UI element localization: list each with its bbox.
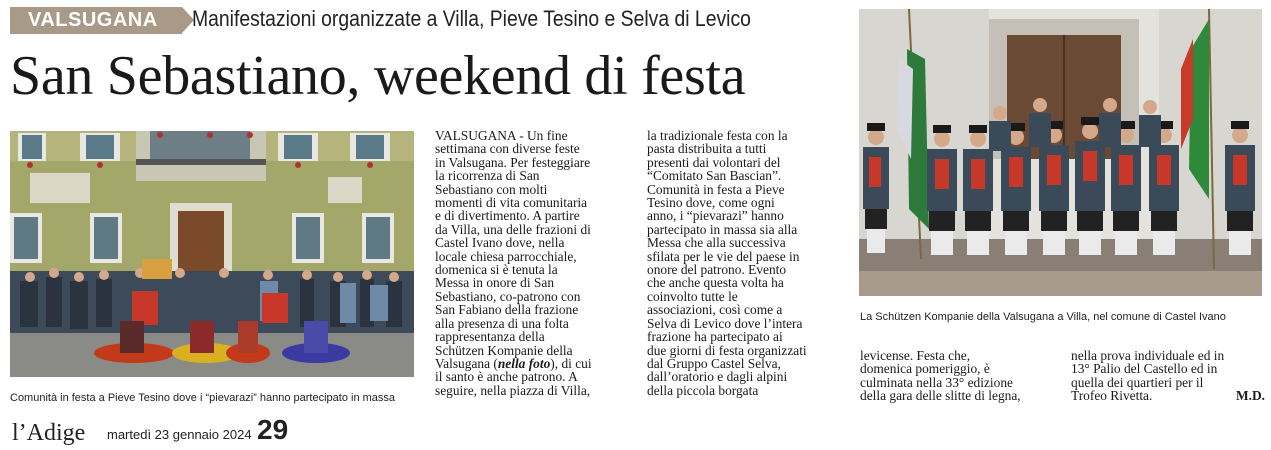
article-line: alla presenza di una folta (435, 315, 569, 331)
photo-schutzen (859, 9, 1262, 296)
article-line: San Fabiano della frazione (435, 302, 579, 318)
article-line: “Comitato San Bascian”. (647, 168, 782, 184)
article-column-1 (435, 129, 592, 397)
article-line: due giorni di festa organizzati (647, 342, 807, 358)
article-line: dall’oratorio e dagli alpini (647, 369, 788, 385)
article-line: Comunità in festa a Pieve (647, 181, 785, 197)
article-line: della gara delle slitte di legna, (860, 388, 1021, 404)
newspaper-logo: l’Adige (12, 420, 86, 446)
article-line: in Valsugana. Per festeggiare (435, 154, 591, 170)
article-line: Castel Ivano dove, nella (435, 235, 565, 251)
article-line: presenti dai volontari del (647, 154, 781, 170)
article-line: levicense. Festa che, (860, 348, 971, 363)
article-line: associazioni, così come a (647, 302, 783, 318)
article-text: ), di cui (550, 355, 592, 371)
article-line: la ricorrenza di San (435, 168, 540, 184)
article-column-2 (647, 129, 807, 397)
photo-pieve-tesino (10, 131, 414, 377)
photo-schutzen-image (859, 9, 1262, 296)
article-line: momenti di vita comunitaria (435, 195, 588, 211)
article-line: coinvolto tutte le (647, 288, 738, 304)
article-line: Messa che alla successiva (647, 235, 786, 251)
article-line: 13° Palio del Castello ed in (1071, 361, 1218, 377)
article-text: Valsugana ( (435, 355, 498, 371)
article-line: domenica si è tenuta la (435, 262, 558, 278)
article-line: Sebastiano con molti (435, 181, 548, 197)
article-line: Schützen Kompanie della (435, 342, 573, 358)
article-line: partecipato in massa sia alla (647, 221, 798, 237)
page-number: 29 (257, 414, 289, 445)
article-line: da Villa, una delle frazioni di (435, 221, 591, 237)
article-line: sfilata per le vie del paese in (647, 248, 800, 264)
article-line: Tesino dove, come ogni (647, 195, 775, 211)
article-line: Sebastiano, co-patrono con (435, 288, 581, 304)
photo-pieve-tesino-image (10, 131, 414, 377)
article-line: Messa in onore di San (435, 275, 555, 291)
photo-reference: nella foto (497, 355, 551, 371)
article-line: seguire, nella piazza di Villa, (435, 382, 591, 398)
article-line: settimana con diverse feste (435, 141, 580, 157)
headline: San Sebastiano, weekend di festa (10, 45, 746, 107)
photo-schutzen-caption: La Schützen Kompanie della Valsugana a Villa, nel comune di Castel Ivano (860, 311, 1226, 323)
author-signature: M.D. (1236, 388, 1266, 403)
section-label: VALSUGANA (28, 9, 158, 31)
article-line: domenica pomeriggio, è (860, 361, 990, 377)
article-line: frazione ha partecipato ai (647, 329, 783, 345)
article-line: VALSUGANA - Un fine (435, 128, 568, 143)
article-line: onore del patrono. Evento (647, 262, 787, 278)
article-line: nella prova individuale ed in (1071, 348, 1225, 363)
section-tag (10, 7, 182, 34)
article-line: locale chiesa parrocchiale, (435, 248, 577, 264)
article-column-4 (1071, 349, 1224, 403)
article-line: quella dei quartieri per il (1071, 374, 1204, 390)
issue-date: martedì 23 gennaio 2024 (107, 427, 252, 442)
article-line: rappresentanza della (435, 329, 545, 345)
article-line: il santo è anche patrono. A (435, 369, 578, 385)
kicker-subtitle: Manifestazioni organizzate a Villa, Pieve Tesino e Selva di Levico (192, 6, 751, 31)
article-line: pasta distribuita a tutti (647, 141, 767, 157)
article-line: che anche questa volta ha (647, 275, 784, 291)
article-line: e di divertimento. A partire (435, 208, 580, 224)
photo-pieve-tesino-caption: Comunità in festa a Pieve Tesino dove i “pievarazi” hanno partecipato in massa (10, 392, 396, 404)
article-line: della piccola borgata (647, 382, 759, 398)
article-column-3 (860, 349, 1021, 403)
article-line: dal Gruppo Castel Selva, (647, 355, 781, 371)
article-line: Selva di Levico dove l’intera (647, 315, 803, 331)
article-line: Trofeo Rivetta. (1071, 388, 1153, 404)
article-line: anno, i “pievarazi” hanno (647, 208, 784, 224)
article-line: la tradizionale festa con la (647, 128, 788, 143)
article-line (435, 357, 592, 370)
article-line: culminata nella 33° edizione (860, 374, 1013, 390)
